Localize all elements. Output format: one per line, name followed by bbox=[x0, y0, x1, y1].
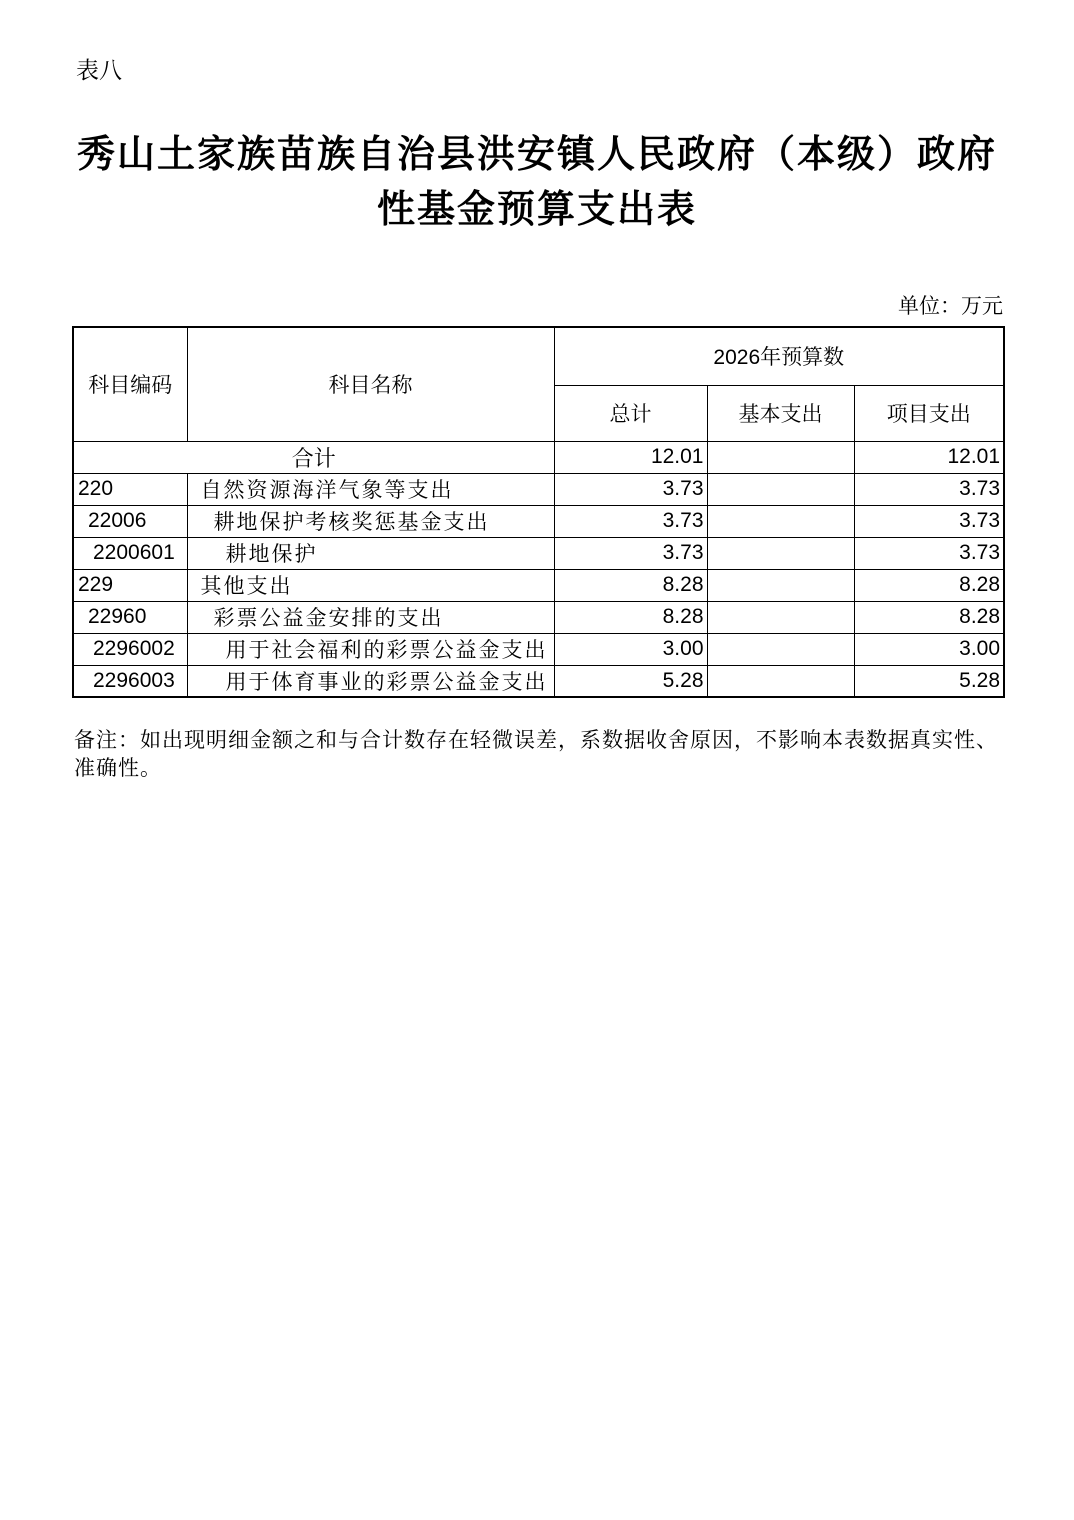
row-subject-code: 229 bbox=[73, 569, 187, 601]
table-row bbox=[73, 537, 1004, 569]
row-total-value: 3.73 bbox=[554, 473, 707, 505]
row-subject-name: 彩票公益金安排的支出 bbox=[187, 601, 554, 633]
table-row bbox=[73, 633, 1004, 665]
header-row-1 bbox=[73, 327, 1004, 385]
col-header-basic-expenditure: 基本支出 bbox=[707, 385, 854, 441]
table-row bbox=[73, 665, 1004, 697]
grand-total-total-value: 12.01 bbox=[554, 441, 707, 473]
row-basic-value bbox=[707, 665, 854, 697]
table-row bbox=[73, 505, 1004, 537]
row-subject-name: 自然资源海洋气象等支出 bbox=[187, 473, 554, 505]
row-subject-code: 22006 bbox=[73, 505, 187, 537]
row-basic-value bbox=[707, 473, 854, 505]
row-project-value: 3.73 bbox=[854, 505, 1004, 537]
row-total-value: 3.73 bbox=[554, 505, 707, 537]
row-basic-value bbox=[707, 633, 854, 665]
unit-label: 单位：万元 bbox=[898, 295, 1003, 318]
row-project-value: 3.73 bbox=[854, 537, 1004, 569]
row-basic-value bbox=[707, 569, 854, 601]
row-project-value: 3.00 bbox=[854, 633, 1004, 665]
row-basic-value bbox=[707, 537, 854, 569]
col-header-project-expenditure: 项目支出 bbox=[854, 385, 1004, 441]
row-project-value: 3.73 bbox=[854, 473, 1004, 505]
row-subject-code: 22960 bbox=[73, 601, 187, 633]
budget-table bbox=[72, 326, 1005, 698]
row-total-value: 3.73 bbox=[554, 537, 707, 569]
row-subject-code: 220 bbox=[73, 473, 187, 505]
row-subject-code: 2296003 bbox=[73, 665, 187, 697]
row-subject-name: 其他支出 bbox=[187, 569, 554, 601]
table-number-label: 表八 bbox=[76, 57, 122, 83]
table-row bbox=[73, 601, 1004, 633]
page-title-line-1: 秀山土家族苗族自治县洪安镇人民政府（本级）政府 bbox=[76, 134, 997, 176]
row-total-value: 3.00 bbox=[554, 633, 707, 665]
row-basic-value bbox=[707, 601, 854, 633]
row-subject-name: 耕地保护考核奖惩基金支出 bbox=[187, 505, 554, 537]
col-header-subject-name: 科目名称 bbox=[187, 327, 554, 441]
table-row bbox=[73, 473, 1004, 505]
row-subject-name: 耕地保护 bbox=[187, 537, 554, 569]
row-project-value: 8.28 bbox=[854, 601, 1004, 633]
page-title bbox=[0, 128, 1074, 238]
row-total-value: 5.28 bbox=[554, 665, 707, 697]
page-title-line-2: 性基金预算支出表 bbox=[376, 189, 697, 231]
row-project-value: 5.28 bbox=[854, 665, 1004, 697]
row-subject-code: 2296002 bbox=[73, 633, 187, 665]
grand-total-basic-value bbox=[707, 441, 854, 473]
grand-total-project-value: 12.01 bbox=[854, 441, 1004, 473]
row-subject-name: 用于体育事业的彩票公益金支出 bbox=[187, 665, 554, 697]
row-subject-code: 2200601 bbox=[73, 537, 187, 569]
table-row bbox=[73, 569, 1004, 601]
col-header-year-budget-group: 2026年预算数 bbox=[554, 327, 1004, 385]
grand-total-row bbox=[73, 441, 1004, 473]
col-header-subject-code: 科目编码 bbox=[73, 327, 187, 441]
footnote: 备注：如出现明细金额之和与合计数存在轻微误差，系数据收舍原因，不影响本表数据真实性、准确性。 bbox=[74, 728, 998, 780]
row-subject-name: 用于社会福利的彩票公益金支出 bbox=[187, 633, 554, 665]
grand-total-label: 合计 bbox=[73, 441, 554, 473]
row-total-value: 8.28 bbox=[554, 601, 707, 633]
row-basic-value bbox=[707, 505, 854, 537]
col-header-total: 总计 bbox=[554, 385, 707, 441]
row-total-value: 8.28 bbox=[554, 569, 707, 601]
row-project-value: 8.28 bbox=[854, 569, 1004, 601]
